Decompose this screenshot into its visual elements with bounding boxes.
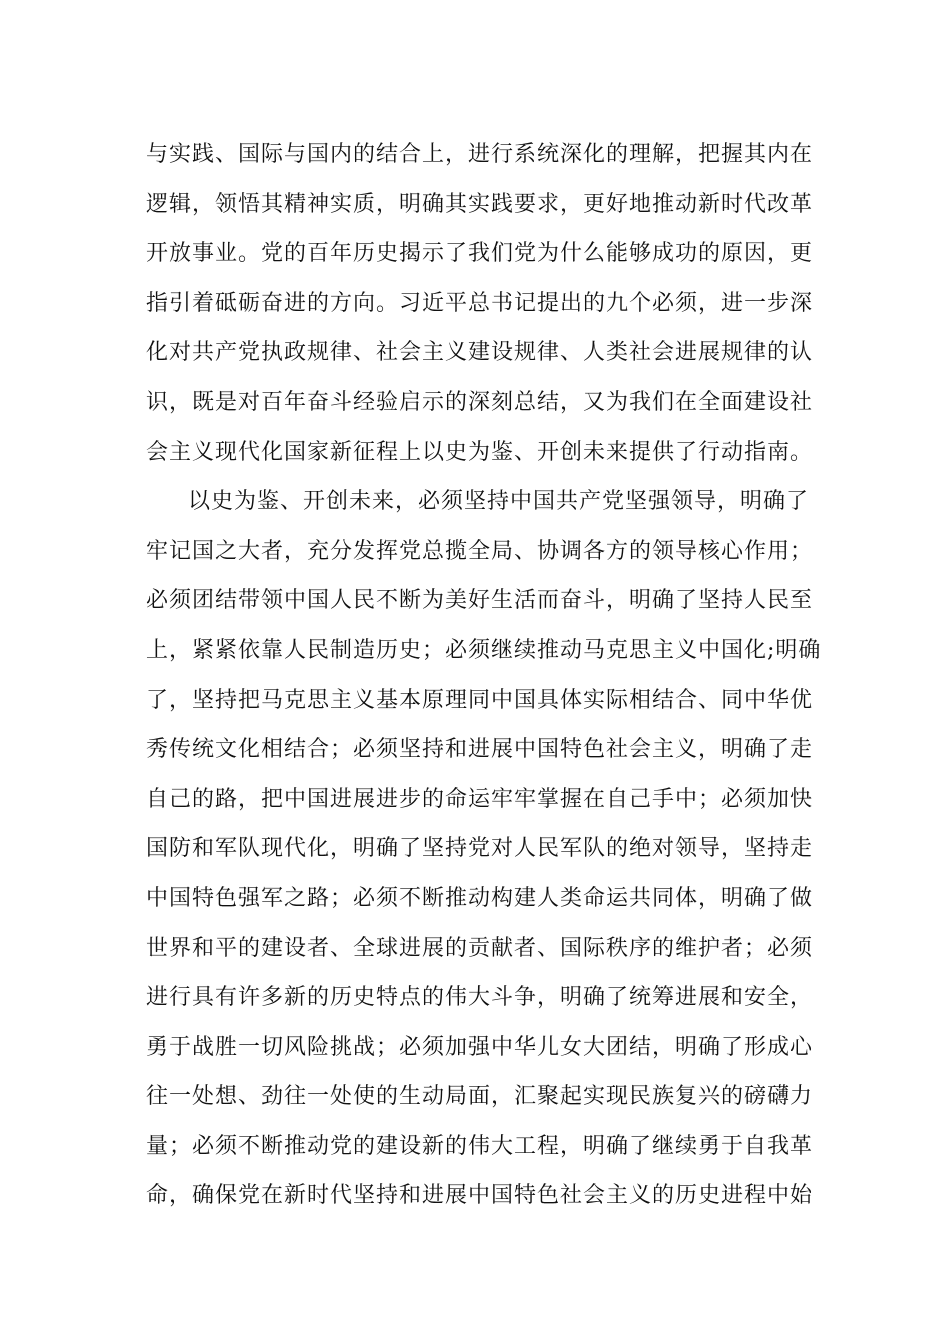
text-line: 国防和军队现代化，明确了坚持党对人民军队的绝对领导，坚持走 xyxy=(146,836,814,862)
text-line: 进行具有许多新的历史特点的伟大斗争，明确了统筹进展和安全， xyxy=(146,985,814,1011)
text-line: 中国特色强军之路；必须不断推动构建人类命运共同体，明确了做 xyxy=(146,885,814,911)
text-line: 以史为鉴、开创未来，必须坚持中国共产党坚强领导，明确了 xyxy=(188,489,810,515)
text-line: 会主义现代化国家新征程上以史为鉴、开创未来提供了行动指南。 xyxy=(146,439,814,465)
text-line: 命，确保党在新时代坚持和进展中国特色社会主义的历史进程中始 xyxy=(146,1183,814,1209)
text-line: 自己的路，把中国进展进步的命运牢牢掌握在自己手中；必须加快 xyxy=(146,786,814,812)
body-text xyxy=(146,130,822,1221)
text-line: 上，紧紧依靠人民制造历史；必须继续推动马克思主义中国化;明确 xyxy=(146,637,822,663)
text-line: 识，既是对百年奋斗经验启示的深刻总结，又为我们在全面建设社 xyxy=(146,389,814,415)
text-line: 必须团结带领中国人民不断为美好生活而奋斗，明确了坚持人民至 xyxy=(146,588,814,614)
paragraph-2 xyxy=(146,477,822,1221)
text-line: 指引着砥砺奋进的方向。习近平总书记提出的九个必须，进一步深 xyxy=(146,290,814,316)
text-line: 秀传统文化相结合；必须坚持和进展中国特色社会主义，明确了走 xyxy=(146,737,814,763)
text-line: 世界和平的建设者、全球进展的贡献者、国际秩序的维护者；必须 xyxy=(146,935,814,961)
text-line: 了，坚持把马克思主义基本原理同中国具体实际相结合、同中华优 xyxy=(146,687,814,713)
text-line: 与实践、国际与国内的结合上，进行系统深化的理解，把握其内在 xyxy=(146,142,814,167)
paragraph-1 xyxy=(146,130,814,477)
text-line: 勇于战胜一切风险挑战；必须加强中华儿女大团结，明确了形成心 xyxy=(146,1034,814,1060)
text-line: 往一处想、劲往一处使的生动局面，汇聚起实现民族复兴的磅礴力 xyxy=(146,1084,814,1110)
text-line: 化对共产党执政规律、社会主义建设规律、人类社会进展规律的认 xyxy=(146,340,814,366)
text-line: 量；必须不断推动党的建设新的伟大工程，明确了继续勇于自我革 xyxy=(146,1133,814,1159)
text-line: 牢记国之大者，充分发挥党总揽全局、协调各方的领导核心作用； xyxy=(146,538,814,564)
text-line: 开放事业。党的百年历史揭示了我们党为什么能够成功的原因，更 xyxy=(146,241,814,267)
text-line: 逻辑，领悟其精神实质，明确其实践要求，更好地推动新时代改革 xyxy=(146,191,814,217)
